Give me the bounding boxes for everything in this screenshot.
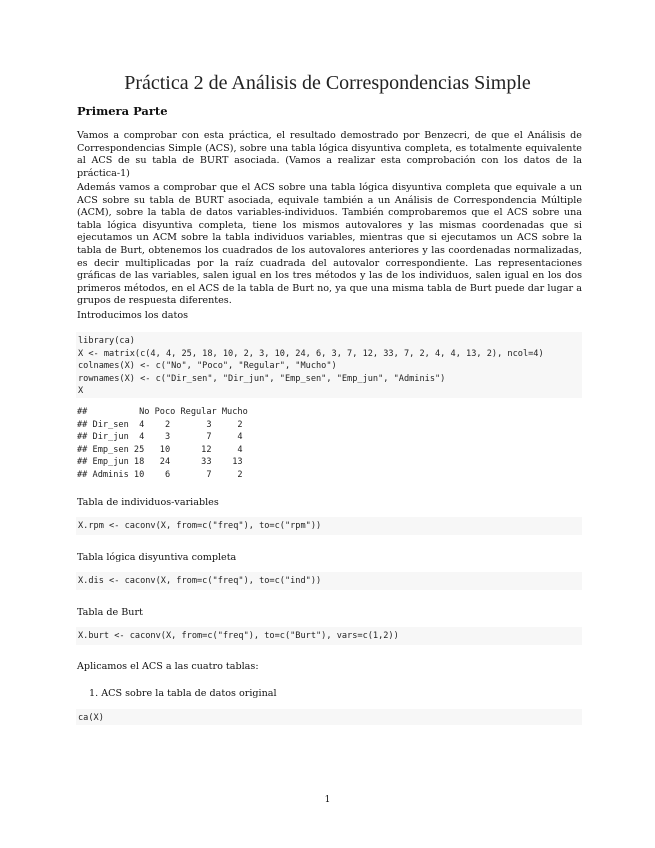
output-table bbox=[77, 406, 248, 482]
output-row: ## Adminis 10 6 7 2 bbox=[77, 469, 243, 480]
code-line: X bbox=[78, 386, 84, 396]
code-block-rpm: X.rpm <- caconv(X, from=c("freq"), to=c("rpm")) bbox=[76, 517, 582, 535]
output-row: ## Emp_jun 18 24 33 13 bbox=[77, 457, 243, 468]
page-title: Práctica 2 de Análisis de Correspondencias Simple bbox=[124, 72, 531, 94]
label-intro-data: Introducimos los datos bbox=[77, 310, 189, 321]
page-number: 1 bbox=[324, 795, 331, 805]
code-block-ca: ca(X) bbox=[76, 709, 582, 725]
list-item-1: 1. ACS sobre la tabla de datos original bbox=[89, 688, 277, 699]
code-line: X <- matrix(c(4, 4, 25, 18, 10, 2, 3, 10, 24, 6, 3, 7, 12, 33, 7, 2, 4, 4, 13, 2), ncol=4) bbox=[78, 348, 544, 359]
code-line: colnames(X) <- c("No", "Poco", "Regular", "Mucho") bbox=[78, 361, 337, 371]
output-header: ## No Poco Regular Mucho bbox=[77, 407, 248, 417]
label-indiv-vars: Tabla de individuos-variables bbox=[77, 497, 219, 508]
section-heading: Primera Parte bbox=[77, 104, 168, 118]
code-block-data bbox=[76, 332, 582, 398]
paragraph-details: Además vamos a comprobar que el ACS sobre una tabla lógica disyuntiva completa que equivale a un ACS sobre su tabla de BURT asociada, equivale también a un Análisis de Correspondencia Múltiple (ACM), sobre la tabla de datos variables-individuos. También comprobaremos que el ACS sobre una tabla lógica disyuntiva completa, tiene los mismos autovalores y las mismas coordenadas que si ejecutamos un ACM sobre la tabla individuos variables, mientras que si ejecutamos un ACS sobre la tabla de Burt, obtenemos los cuadrados de los autovalores anteriores y las coordenadas normalizadas, es decir multiplicadas por la raíz cuadrada del autovalor correspondiente. Las representaciones gráficas de las variables, salen igual en los tres métodos y las de los individuos, salen igual en los dos primeros métodos, en el ACS de la tabla de Burt no, ya que una misma tabla de Burt puede dar lugar a grupos de respuesta diferentes. bbox=[77, 182, 582, 307]
output-row: ## Dir_jun 4 3 7 4 bbox=[77, 432, 243, 443]
paragraph-intro: Vamos a comprobar con esta práctica, el resultado demostrado por Benzecri, de que el Análisis de Correspondencias Simple (ACS), sobre una tabla lógica disyuntiva completa, es totalmente equivalente al ACS de su tabla de BURT asociada. (Vamos a realizar esta comprobación con los datos de la práctica-1) bbox=[77, 130, 582, 179]
code-block-dis: X.dis <- caconv(X, from=c("freq"), to=c("ind")) bbox=[76, 572, 582, 590]
output-row: ## Emp_sen 25 10 12 4 bbox=[77, 444, 243, 455]
label-disyuntiva: Tabla lógica disyuntiva completa bbox=[77, 552, 237, 563]
code-block-burt: X.burt <- caconv(X, from=c("freq"), to=c("Burt"), vars=c(1,2)) bbox=[76, 627, 582, 645]
label-burt: Tabla de Burt bbox=[77, 607, 143, 618]
code-line: rownames(X) <- c("Dir_sen", "Dir_jun", "Emp_sen", "Emp_jun", "Adminis") bbox=[78, 373, 446, 384]
code-line: library(ca) bbox=[78, 336, 135, 346]
label-apply: Aplicamos el ACS a las cuatro tablas: bbox=[77, 661, 259, 672]
output-row: ## Dir_sen 4 2 3 2 bbox=[77, 419, 243, 430]
